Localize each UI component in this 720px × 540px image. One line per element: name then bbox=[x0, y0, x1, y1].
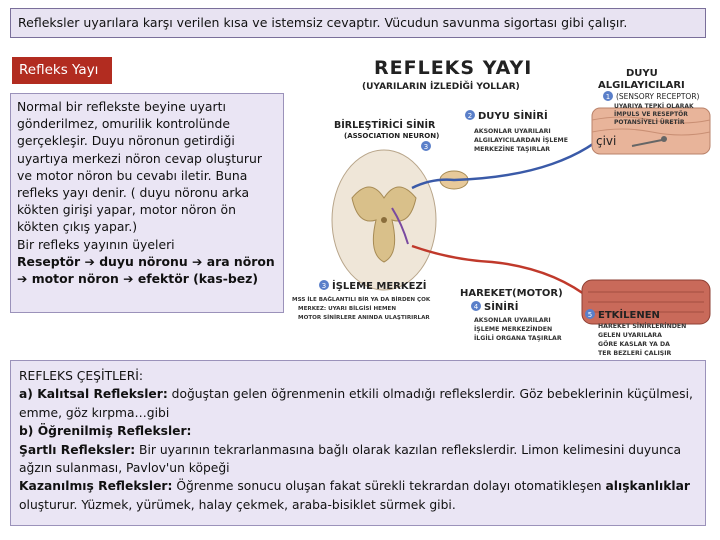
conditioned-text: Bir uyarının tekrarlanmasına bağlı olarak kazılan reflekslerdir. Limon kelimesini duyunca ağzın sulanması, Pavlov'un köpeği bbox=[19, 442, 682, 476]
conditioned-label: Şartlı Refleksler: bbox=[19, 442, 136, 457]
label-receptor-desc-1: UYARIYA TEPKİ OLARAK bbox=[614, 103, 694, 110]
label-duyu: DUYU bbox=[626, 68, 658, 79]
acquired-text-2: oluşturur. Yüzmek, yürümek, halay çekmek, araba-bisiklet sürmek gibi. bbox=[19, 497, 456, 512]
label-sensory-receptor: (SENSORY RECEPTOR) bbox=[616, 92, 700, 101]
reflex-arc-diagram bbox=[292, 48, 716, 356]
label-siniri: SİNİRİ bbox=[484, 302, 519, 313]
diagram-subtitle: (UYARILARIN İZLEDİĞİ YOLLAR) bbox=[362, 82, 520, 92]
label-isleme-desc-2: MERKEZ: UYARI BİLGİSİ HEMEN bbox=[298, 306, 397, 312]
spinal-cord-cross-section bbox=[332, 150, 436, 290]
label-etkilenen: ETKİLENEN bbox=[598, 310, 660, 321]
members-chain bbox=[17, 253, 277, 287]
label-receptor-desc-3: POTANSİYELİ ÜRETİR bbox=[614, 119, 685, 126]
arrow-right-icon: ➔ bbox=[123, 271, 134, 287]
label-duyu-siniri: DUYU SİNİRİ bbox=[478, 111, 548, 122]
type-a-text: doğuştan gelen öğrenmenin etkili olmadığı reflekslerdir. Göz bebeklerinin küçülmesi, emme, göz kırpma…gibi bbox=[19, 387, 693, 420]
number-1: 1 bbox=[605, 93, 611, 101]
header-text: Refleksler uyarılara karşı verilen kısa ve istemsiz cevaptır. Vücudun savunma sigortası gibi çalışır. bbox=[18, 15, 628, 30]
label-etkilenen-desc-4: TER BEZLERİ ÇALIŞIR bbox=[598, 350, 672, 356]
acquired-label: Kazanılmış Refleksler: bbox=[19, 479, 173, 494]
number-3: 3 bbox=[321, 282, 327, 290]
label-algilayicilari: ALGILAYICILARI bbox=[598, 80, 685, 91]
chain-item-interneuron: ara nöron bbox=[206, 253, 275, 269]
label-etkilenen-desc-1: HAREKET SİNİRLERİNDEN bbox=[598, 323, 687, 330]
label-hareket-motor: HAREKET(MOTOR) bbox=[460, 288, 563, 299]
sensory-nerve-path bbox=[412, 126, 617, 188]
number-4: 4 bbox=[473, 303, 479, 311]
label-hareket-desc-3: İLGİLİ ORGANA TAŞIRLAR bbox=[474, 335, 562, 342]
label-etkilenen-desc-3: GÖRE KASLAR YA DA bbox=[598, 341, 670, 348]
type-b-label: b) Öğrenilmiş Refleksler: bbox=[19, 424, 192, 439]
label-duyu-siniri-desc-2: ALGILAYICILARDAN İŞLEME bbox=[474, 137, 568, 144]
number-2: 2 bbox=[467, 112, 473, 120]
label-duyu-siniri-desc-1: AKSONLAR UYARILARI bbox=[474, 128, 551, 135]
label-etkilenen-desc-2: GELEN UYARILARA bbox=[598, 332, 662, 339]
type-a-label: a) Kalıtsal Refleksler: bbox=[19, 387, 168, 402]
types-title: REFLEKS ÇEŞİTLERİ: bbox=[19, 369, 144, 383]
label-birlestirici-sinir: BİRLEŞTİRİCİ SİNİR bbox=[334, 120, 436, 131]
label-duyu-siniri-desc-3: MERKEZİNE TAŞIRLAR bbox=[474, 146, 551, 153]
type-a bbox=[19, 385, 697, 422]
type-conditioned bbox=[19, 441, 697, 478]
acquired-bold: alışkanlıklar bbox=[605, 479, 690, 494]
description-paragraph: Normal bir reflekste beyine uyartı gönderilmez, omurilik kontrolünde gerçekleşir. Duyu nöronun getirdiği uyartıya merkezi nöron cevap oluşturur ve motor nöron bu cevabı iletir. Buna refleks yayı denir. ( duyu nöronu arka kökten girişi yapar, motor nöron ön kökten çıkış yapar.) bbox=[17, 99, 262, 235]
number-3-top: 3 bbox=[423, 143, 429, 151]
diagram-title: REFLEKS YAYI bbox=[374, 57, 533, 79]
label-receptor-desc-2: İMPULS VE RESEPTÖR bbox=[614, 111, 688, 118]
chain-item-motor-neuron: motor nöron bbox=[31, 271, 119, 287]
chain-item-effector: efektör (kas-bez) bbox=[137, 271, 259, 287]
label-association-neuron: (ASSOCIATION NEURON) bbox=[344, 132, 440, 140]
chain-item-sensory-neuron: duyu nöronu bbox=[99, 253, 188, 269]
arrow-right-icon: ➔ bbox=[84, 253, 95, 269]
acquired-text: Öğrenme sonucu oluşan fakat sürekli tekrardan dolayı otomatikleşen bbox=[172, 479, 606, 494]
label-isleme-merkezi: İŞLEME MERKEZİ bbox=[332, 281, 427, 292]
label-civi: çivi bbox=[596, 134, 617, 148]
type-acquired bbox=[19, 477, 697, 514]
arrow-right-icon: ➔ bbox=[192, 253, 203, 269]
label-isleme-desc-1: MSS İLE BAĞLANTILI BİR YA DA BİRDEN ÇOK bbox=[292, 297, 431, 303]
section-tag-label: Refleks Yayı bbox=[19, 62, 99, 78]
label-hareket-desc-1: AKSONLAR UYARILARI bbox=[474, 317, 551, 324]
label-hareket-desc-2: İŞLEME MERKEZİNDEN bbox=[474, 326, 553, 333]
reflex-types-box bbox=[10, 360, 706, 526]
section-tag bbox=[12, 57, 112, 84]
header-bar bbox=[10, 8, 706, 38]
number-5: 5 bbox=[587, 311, 593, 319]
members-title: Bir refleks yayının üyeleri bbox=[17, 236, 175, 252]
arrow-right-icon: ➔ bbox=[17, 271, 28, 287]
chain-item-receptor: Reseptör bbox=[17, 253, 81, 269]
reflex-arc-description bbox=[10, 93, 284, 313]
label-isleme-desc-3: MOTOR SİNİRLERE ANINDA ULAŞTIRIRLAR bbox=[298, 315, 430, 321]
